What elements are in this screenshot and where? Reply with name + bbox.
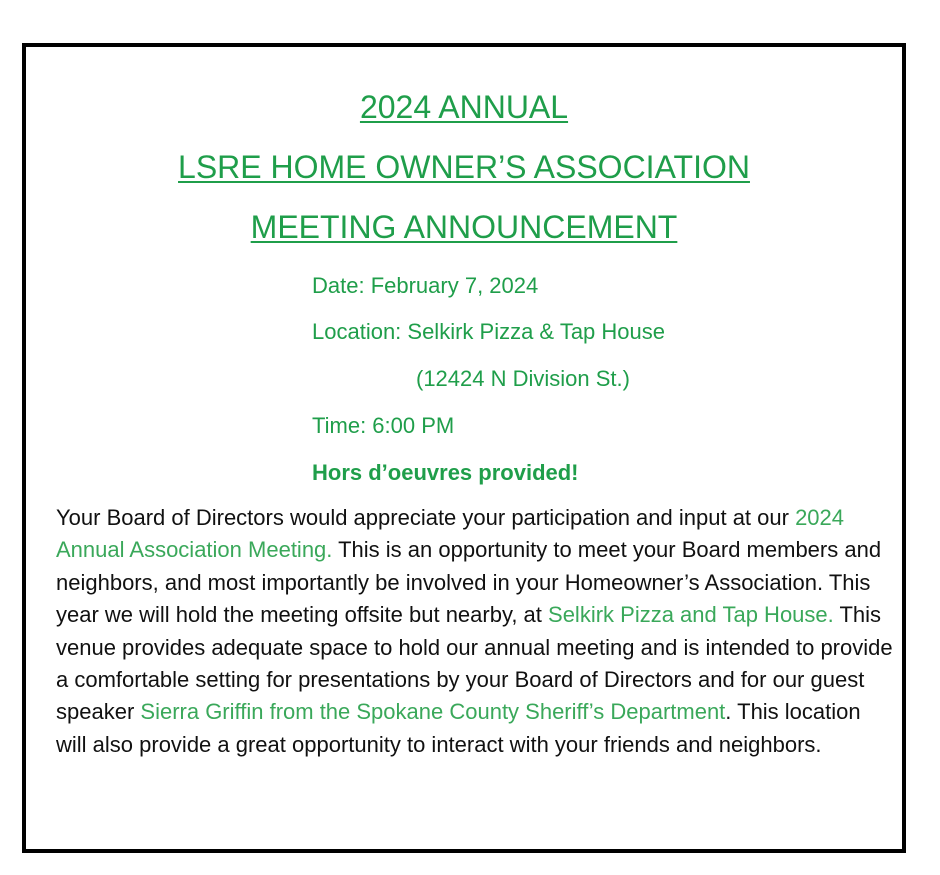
- body-text-2: This is an opportunity to meet your Board members and neighbors, and most importantly be involved in your Homeowner’s Association. This year we will hold the meeting offsite but nearby, at: [56, 537, 882, 628]
- body-text-3: This venue provides adequate space to hold our annual meeting and is intended to provide a comfortable setting for presentations by your Board of Directors and for our guest speaker: [56, 602, 893, 725]
- meeting-address: (12424 N Division St.): [416, 366, 630, 391]
- meeting-time: Time: 6:00 PM: [312, 413, 455, 438]
- body-highlight-speaker: Sierra Griffin from the Spokane County Sheriff’s Department: [140, 699, 726, 725]
- announcement-body: [56, 502, 896, 761]
- meeting-date: Date: February 7, 2024: [312, 273, 539, 298]
- body-text-1: Your Board of Directors would appreciate your participation and input at our: [56, 505, 796, 530]
- body-highlight-venue: Selkirk Pizza and Tap House.: [548, 602, 834, 628]
- title-line-association: LSRE HOME OWNER’S ASSOCIATION: [178, 149, 750, 185]
- body-highlight-meeting: 2024 Annual Association Meeting.: [56, 505, 845, 563]
- refreshments-note: Hors d’oeuvres provided!: [312, 460, 579, 485]
- body-text-4: . This location will also provide a great opportunity to interact with your friends and neighbors.: [56, 699, 861, 757]
- announcement-frame: [22, 43, 906, 853]
- meeting-location: Location: Selkirk Pizza & Tap House: [312, 319, 665, 344]
- title-line-meeting: MEETING ANNOUNCEMENT: [250, 209, 678, 245]
- title-line-year: 2024 ANNUAL: [359, 89, 569, 125]
